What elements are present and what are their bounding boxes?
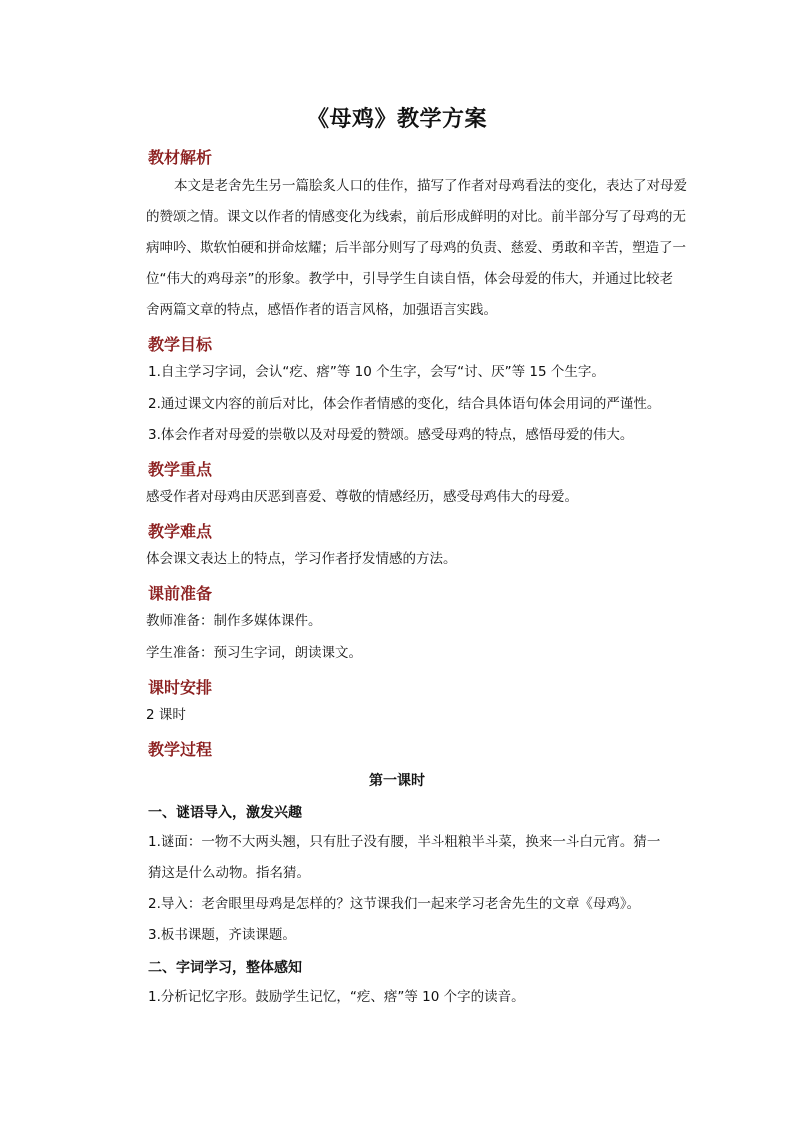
prep-teacher: 教师准备：制作多媒体课件。 — [146, 613, 322, 629]
heading-analysis: 教材解析 — [148, 148, 213, 167]
heading-key: 教学重点 — [148, 460, 213, 479]
part1-item: 1.谜面：一物不大两头翘，只有肚子没有腰，半斗粗粮半斗菜，换来一斗白元宵。猜一 — [148, 834, 661, 850]
analysis-line: 病呻吟、欺软怕硬和拼命炫耀；后半部分则写了母鸡的负责、慈爱、勇敢和辛苦，塑造了一 — [146, 240, 686, 256]
heading-schedule: 课时安排 — [148, 678, 213, 697]
part1-item: 猜这是什么动物。指名猜。 — [148, 865, 310, 881]
goal-item: 3.体会作者对母爱的崇敬以及对母爱的赞颂。感受母鸡的特点，感悟母爱的伟大。 — [148, 427, 634, 443]
heading-goals: 教学目标 — [148, 335, 213, 354]
analysis-line: 本文是老舍先生另一篇脍炙人口的佳作，描写了作者对母鸡看法的变化，表达了对母爱 — [174, 178, 687, 194]
key-text: 感受作者对母鸡由厌恶到喜爱、尊敬的情感经历，感受母鸡伟大的母爱。 — [146, 489, 578, 505]
document-title: 《母鸡》教学方案 — [306, 106, 487, 132]
schedule-text: 2 课时 — [146, 707, 186, 723]
goal-item: 1.自主学习字词，会认“疙、瘩”等 10 个生字，会写“讨、厌”等 15 个生字。 — [148, 364, 605, 380]
heading-difficulty: 教学难点 — [148, 522, 213, 541]
analysis-line: 位“伟大的鸡母亲”的形象。教学中，引导学生自读自悟，体会母爱的伟大，并通过比较老 — [146, 271, 673, 287]
goal-item: 2.通过课文内容的前后对比，体会作者情感的变化，结合具体语句体会用词的严谨性。 — [148, 396, 661, 412]
part1-item: 3.板书课题，齐读课题。 — [148, 927, 296, 943]
analysis-line: 舍两篇文章的特点，感悟作者的语言风格，加强语言实践。 — [146, 302, 497, 318]
part1-item: 2.导入：老舍眼里母鸡是怎样的？这节课我们一起来学习老舍先生的文章《母鸡》。 — [148, 896, 641, 912]
difficulty-text: 体会课文表达上的特点，学习作者抒发情感的方法。 — [146, 551, 457, 567]
heading-prep: 课前准备 — [148, 584, 213, 603]
prep-student: 学生准备：预习生字词，朗读课文。 — [146, 645, 362, 661]
part1-title: 一、谜语导入，激发兴趣 — [148, 805, 302, 821]
heading-process: 教学过程 — [148, 740, 213, 759]
part2-title: 二、字词学习，整体感知 — [148, 960, 302, 976]
lesson-title: 第一课时 — [369, 773, 425, 789]
analysis-line: 的赞颂之情。课文以作者的情感变化为线索，前后形成鲜明的对比。前半部分写了母鸡的无 — [146, 209, 686, 225]
part2-item: 1.分析记忆字形。鼓励学生记忆，“疙、瘩”等 10 个字的读音。 — [148, 989, 525, 1005]
